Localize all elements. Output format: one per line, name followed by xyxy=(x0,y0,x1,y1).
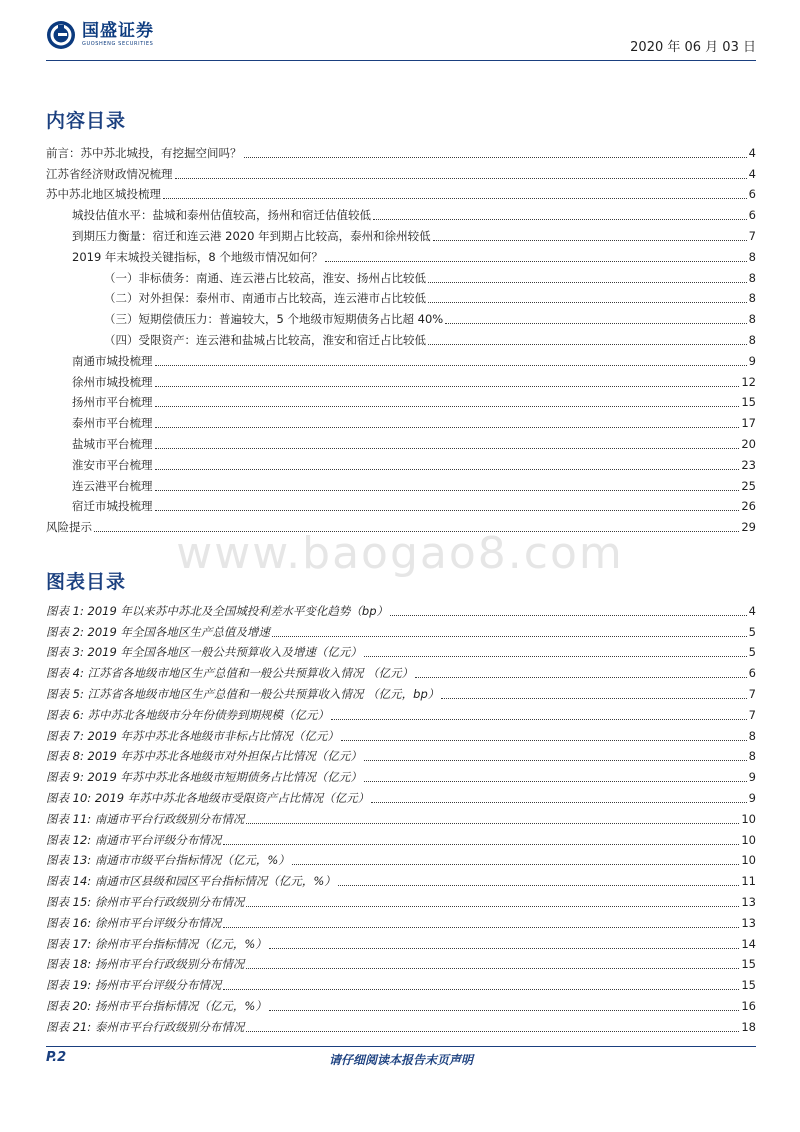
dot-leader xyxy=(371,802,746,803)
dot-leader xyxy=(331,719,747,720)
guosheng-logo-icon xyxy=(46,20,76,50)
report-date: 2020 年 06 月 03 日 xyxy=(630,40,756,55)
entry-page-number: 11 xyxy=(741,874,756,889)
entry-page-number: 25 xyxy=(741,478,756,493)
entry-title: 2019 年末城投关键指标，8 个地级市情况如何？ xyxy=(72,249,323,264)
toc-entry[interactable] xyxy=(46,452,756,473)
figure-entry[interactable] xyxy=(46,952,756,973)
entry-title: 连云港平台梳理 xyxy=(72,478,153,493)
entry-title: 图表 1: 2019 年以来苏中苏北及全国城投利差水平变化趋势（bp） xyxy=(46,603,389,618)
entry-page-number: 15 xyxy=(741,957,756,972)
dot-leader xyxy=(292,864,740,865)
brand-name-cn: 国盛证券 xyxy=(82,21,154,41)
entry-page-number: 8 xyxy=(748,249,756,264)
entry-title: 图表 19: 扬州市平台评级分布情况 xyxy=(46,978,222,993)
entry-title: 淮安市平台梳理 xyxy=(72,457,153,472)
entry-title: 图表 17: 徐州市平台指标情况（亿元，%） xyxy=(46,936,267,951)
entry-page-number: 8 xyxy=(748,270,756,285)
dot-leader xyxy=(163,198,747,199)
entry-title: 图表 21: 泰州市平台行政级别分布情况 xyxy=(46,1019,245,1034)
entry-title: （二）对外担保：泰州市、南通市占比较高，连云港市占比较低 xyxy=(104,291,426,306)
entry-title: 图表 12: 南通市平台评级分布情况 xyxy=(46,832,222,847)
entry-title: 徐州市城投梳理 xyxy=(72,374,153,389)
entry-title: 图表 20: 扬州市平台指标情况（亿元，%） xyxy=(46,998,267,1013)
entry-page-number: 7 xyxy=(748,228,756,243)
dot-leader xyxy=(155,406,740,407)
dot-leader xyxy=(155,448,740,449)
dot-leader xyxy=(390,615,747,616)
dot-leader xyxy=(415,677,747,678)
entry-page-number: 8 xyxy=(748,332,756,347)
figure-entry[interactable] xyxy=(46,931,756,952)
entry-title: 城投估值水平：盐城和泰州估值较高，扬州和宿迁估值较低 xyxy=(72,208,371,223)
figure-entry[interactable] xyxy=(46,598,756,619)
entry-title: 宿迁市城投梳理 xyxy=(72,499,153,514)
dot-leader xyxy=(373,219,747,220)
entry-title: 图表 3: 2019 年全国各地区一般公共预算收入及增速（亿元） xyxy=(46,645,362,660)
entry-title: 到期压力衡量：宿迁和连云港 2020 年到期占比较高，泰州和徐州较低 xyxy=(72,228,431,243)
entry-title: 图表 10: 2019 年苏中苏北各地级市受限资产占比情况（亿元） xyxy=(46,790,370,805)
dot-leader xyxy=(155,427,740,428)
entry-page-number: 8 xyxy=(748,749,756,764)
figure-entry[interactable] xyxy=(46,910,756,931)
page-header xyxy=(46,20,756,60)
toc-entry[interactable] xyxy=(46,286,756,307)
entry-title: 图表 5: 江苏省各地级市地区生产总值和一般公共预算收入情况 （亿元，bp） xyxy=(46,686,440,701)
dot-leader xyxy=(364,781,747,782)
entry-title: 图表 2: 2019 年全国各地区生产总值及增速 xyxy=(46,624,270,639)
entry-title: 风险提示 xyxy=(46,520,92,535)
figure-entry[interactable] xyxy=(46,972,756,993)
entry-title: 图表 4: 江苏省各地级市地区生产总值和一般公共预算收入情况 （亿元） xyxy=(46,666,414,681)
dot-leader xyxy=(428,282,747,283)
toc-entry[interactable] xyxy=(46,473,756,494)
toc-entry[interactable] xyxy=(46,265,756,286)
figure-entry[interactable] xyxy=(46,619,756,640)
entry-page-number: 8 xyxy=(748,728,756,743)
toc-entry[interactable] xyxy=(46,223,756,244)
toc-entry[interactable] xyxy=(46,369,756,390)
entry-page-number: 16 xyxy=(741,998,756,1013)
entry-page-number: 13 xyxy=(741,915,756,930)
entry-title: （四）受限资产：连云港和盐城占比较高，淮安和宿迁占比较低 xyxy=(104,332,426,347)
toc-entry[interactable] xyxy=(46,140,756,161)
dot-leader xyxy=(246,968,739,969)
dot-leader xyxy=(155,365,747,366)
entry-page-number: 18 xyxy=(741,1019,756,1034)
dot-leader xyxy=(364,656,747,657)
figures-title: 图表目录 xyxy=(46,571,127,593)
figure-entry[interactable] xyxy=(46,868,756,889)
entry-title: 图表 8: 2019 年苏中苏北各地级市对外担保占比情况（亿元） xyxy=(46,749,362,764)
dot-leader xyxy=(155,386,740,387)
entry-page-number: 10 xyxy=(741,811,756,826)
dot-leader xyxy=(244,157,747,158)
entry-page-number: 9 xyxy=(748,790,756,805)
toc-entry[interactable] xyxy=(46,306,756,327)
entry-page-number: 8 xyxy=(748,291,756,306)
entry-title: 图表 7: 2019 年苏中苏北各地级市非标占比情况（亿元） xyxy=(46,728,339,743)
figure-entry[interactable] xyxy=(46,848,756,869)
entry-page-number: 29 xyxy=(741,520,756,535)
toc-entry[interactable] xyxy=(46,244,756,265)
toc-entry[interactable] xyxy=(46,514,756,535)
dot-leader xyxy=(338,885,740,886)
dot-leader xyxy=(272,636,747,637)
entry-page-number: 4 xyxy=(748,166,756,181)
figure-entry[interactable] xyxy=(46,827,756,848)
figure-entry[interactable] xyxy=(46,681,756,702)
entry-page-number: 7 xyxy=(748,707,756,722)
entry-title: 扬州市平台梳理 xyxy=(72,395,153,410)
entry-page-number: 5 xyxy=(748,645,756,660)
toc-entry[interactable] xyxy=(46,202,756,223)
dot-leader xyxy=(223,989,739,990)
entry-page-number: 5 xyxy=(748,624,756,639)
figure-entry[interactable] xyxy=(46,993,756,1014)
entry-title: 图表 16: 徐州市平台评级分布情况 xyxy=(46,915,222,930)
dot-leader xyxy=(246,823,739,824)
dot-leader xyxy=(175,178,747,179)
dot-leader xyxy=(364,760,747,761)
watermark: www.baogao8.com xyxy=(176,528,624,579)
figure-entry[interactable] xyxy=(46,640,756,661)
entry-page-number: 9 xyxy=(748,770,756,785)
entry-page-number: 8 xyxy=(748,312,756,327)
footer-divider xyxy=(46,1046,756,1047)
brand-logo xyxy=(46,20,154,50)
entry-title: 图表 18: 扬州市平台行政级别分布情况 xyxy=(46,957,245,972)
dot-leader xyxy=(155,510,740,511)
entry-title: 图表 6: 苏中苏北各地级市分年份债券到期规模（亿元） xyxy=(46,707,329,722)
dot-leader xyxy=(223,844,739,845)
dot-leader xyxy=(246,1031,739,1032)
dot-leader xyxy=(155,469,740,470)
toc-entry[interactable] xyxy=(46,431,756,452)
entry-title: 盐城市平台梳理 xyxy=(72,436,153,451)
entry-title: 图表 15: 徐州市平台行政级别分布情况 xyxy=(46,894,245,909)
toc-entry[interactable] xyxy=(46,494,756,515)
entry-page-number: 4 xyxy=(748,603,756,618)
entry-title: 图表 11: 南通市平台行政级别分布情况 xyxy=(46,811,245,826)
entry-title: 南通市城投梳理 xyxy=(72,353,153,368)
toc-entry[interactable] xyxy=(46,327,756,348)
entry-page-number: 26 xyxy=(741,499,756,514)
entry-title: 图表 13: 南通市市级平台指标情况（亿元，%） xyxy=(46,853,290,868)
figure-entry[interactable] xyxy=(46,764,756,785)
entry-page-number: 10 xyxy=(741,853,756,868)
toc-entry[interactable] xyxy=(46,348,756,369)
dot-leader xyxy=(269,1010,740,1011)
dot-leader xyxy=(223,927,739,928)
toc-entry[interactable] xyxy=(46,390,756,411)
entry-title: （三）短期偿债压力：普遍较大，5 个地级市短期债务占比超 40% xyxy=(104,312,444,327)
figure-entry[interactable] xyxy=(46,889,756,910)
figure-entry[interactable] xyxy=(46,785,756,806)
entry-page-number: 14 xyxy=(741,936,756,951)
dot-leader xyxy=(246,906,739,907)
brand-name-en: GUOSHENG SECURITIES xyxy=(82,41,154,47)
entry-title: 苏中苏北地区城投梳理 xyxy=(46,187,161,202)
dot-leader xyxy=(445,323,746,324)
dot-leader xyxy=(428,344,747,345)
figure-entry[interactable] xyxy=(46,702,756,723)
entry-page-number: 15 xyxy=(741,978,756,993)
entry-page-number: 9 xyxy=(748,353,756,368)
dot-leader xyxy=(155,490,740,491)
header-divider xyxy=(46,60,756,61)
page-number: P.2 xyxy=(46,1050,67,1065)
dot-leader xyxy=(441,698,746,699)
figure-entry[interactable] xyxy=(46,806,756,827)
entry-title: 泰州市平台梳理 xyxy=(72,416,153,431)
figures-list xyxy=(46,598,756,1035)
entry-title: 图表 9: 2019 年苏中苏北各地级市短期债务占比情况（亿元） xyxy=(46,770,362,785)
figure-entry[interactable] xyxy=(46,723,756,744)
entry-title: 江苏省经济财政情况梳理 xyxy=(46,166,173,181)
disclaimer-note: 请仔细阅读本报告末页声明 xyxy=(328,1053,473,1067)
dot-leader xyxy=(325,261,747,262)
toc-entry[interactable] xyxy=(46,182,756,203)
entry-page-number: 6 xyxy=(748,208,756,223)
page-footer xyxy=(46,1050,756,1070)
entry-page-number: 10 xyxy=(741,832,756,847)
entry-page-number: 13 xyxy=(741,894,756,909)
toc-entry[interactable] xyxy=(46,161,756,182)
entry-page-number: 7 xyxy=(748,686,756,701)
dot-leader xyxy=(433,240,747,241)
entry-title: （一）非标债务：南通、连云港占比较高，淮安、扬州占比较低 xyxy=(104,270,426,285)
entry-title: 图表 14: 南通市区县级和园区平台指标情况（亿元，%） xyxy=(46,874,336,889)
entry-title: 前言：苏中苏北城投，有挖掘空间吗？ xyxy=(46,145,242,160)
entry-page-number: 23 xyxy=(741,457,756,472)
dot-leader xyxy=(341,740,747,741)
dot-leader xyxy=(94,531,739,532)
entry-page-number: 6 xyxy=(748,187,756,202)
dot-leader xyxy=(428,302,747,303)
figure-entry[interactable] xyxy=(46,660,756,681)
figure-entry[interactable] xyxy=(46,744,756,765)
dot-leader xyxy=(269,948,740,949)
toc-entry[interactable] xyxy=(46,410,756,431)
figure-entry[interactable] xyxy=(46,1014,756,1035)
entry-page-number: 15 xyxy=(741,395,756,410)
entry-page-number: 17 xyxy=(741,416,756,431)
entry-page-number: 6 xyxy=(748,666,756,681)
contents-list xyxy=(46,140,756,535)
entry-page-number: 20 xyxy=(741,436,756,451)
entry-page-number: 4 xyxy=(748,145,756,160)
entry-page-number: 12 xyxy=(741,374,756,389)
contents-title: 内容目录 xyxy=(46,110,127,132)
